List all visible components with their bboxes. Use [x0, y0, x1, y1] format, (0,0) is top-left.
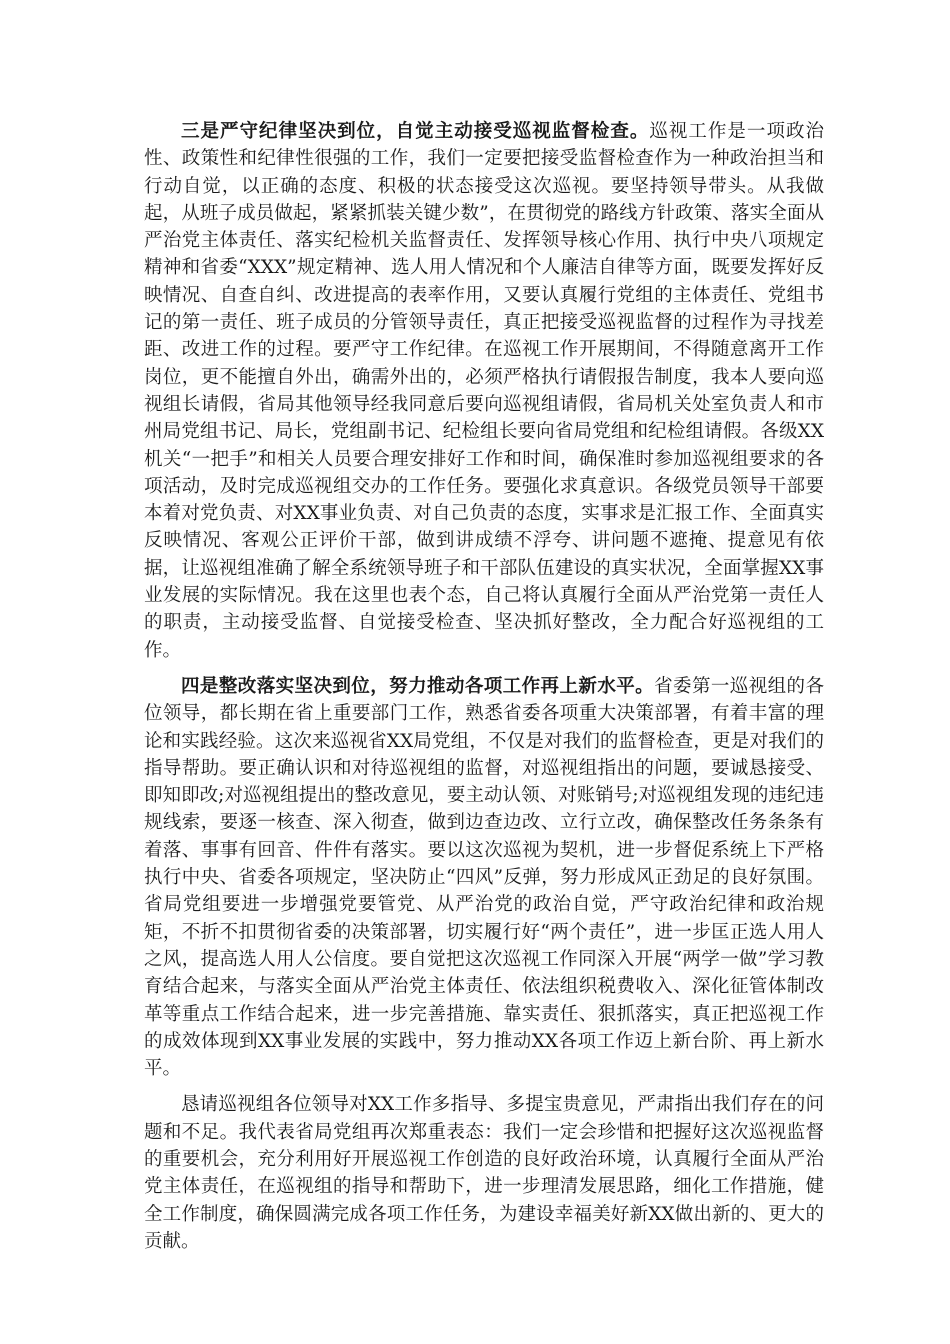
document-page [144, 118, 824, 1255]
paragraph-heading-discipline: 三是严守纪律坚决到位，自觉主动接受巡视监督检查。 [181, 121, 650, 142]
paragraph-text-discipline: 巡视工作是一项政治性、政策性和纪律性很强的工作，我们一定要把接受监督检查作为一种政治担当和行动自觉，以正确的态度、积极的状态接受这次巡视。要坚持领导带头。从我做起，从班子成员做起，紧紧抓装关键少数”，在贯彻党的路线方针政策、落实全面从严治党主体责任、落实纪检机关监督责任、发挥领导核心作用、执行中央八项规定精神和省委“XXX”规定精神、选人用人情况和个人廉洁自律等方面，既要发挥好反映情况、自查自纠、改进提高的表率作用，又要认真履行党组的主体责任、党组书记的第一责任、班子成员的分管领导责任，真正把接受巡视监督的过程作为寻找差距、改进工作的过程。要严守工作纪律。在巡视工作开展期间，不得随意离开工作岗位，更不能擅自外出，确需外出的，必须严格执行请假报告制度，我本人要向巡视组长请假，省局其他领导经我同意后要向巡视组请假，省局机关处室负责人和市州局党组书记、局长，党组副书记、纪检组长要向省局党组和纪检组请假。各级XX机关“一把手”和相关人员要合理安排好工作和时间，确保准时参加巡视组要求的各项活动，及时完成巡视组交办的工作任务。要强化求真意识。各级党员领导干部要本着对党负责、对XX事业负责、对自己负责的态度，实事求是汇报工作、全面真实反映情况、客观公正评价干部，做到讲成绩不浮夸、讲问题不遮掩、提意见有依据，让巡视组准确了解全系统领导班子和干部队伍建设的真实状况，全面掌握XX事业发展的实际情况。我在这里也表个态，自己将认真履行全面从严治党第一责任人的职责，主动接受监督、自觉接受检查、坚决抓好整改，全力配合好巡视组的工作。 [144, 121, 824, 661]
paragraph-rectification [144, 673, 824, 1082]
paragraph-closing [144, 1091, 824, 1255]
paragraph-discipline [144, 118, 824, 664]
paragraph-text-rectification: 省委第一巡视组的各位领导，都长期在省上重要部门工作，熟悉省委各项重大决策部署，有着丰富的理论和实践经验。这次来巡视省XX局党组，不仅是对我们的监督检查，更是对我们的指导帮助。要正确认识和对待巡视组的监督，对巡视组指出的问题，要诚恳接受、即知即改;对巡视组提出的整改意见，要主动认领、对账销号;对巡视组发现的违纪违规线索，要逐一核查、深入彻查，做到边查边改、立行立改，确保整改任务条条有着落、事事有回音、件件有落实。要以这次巡视为契机，进一步督促系统上下严格执行中央、省委各项规定，坚决防止“四风”反弹，努力形成风正劲足的良好氛围。省局党组要进一步增强党要管党、从严治党的政治自觉，严守政治纪律和政治规矩，不折不扣贯彻省委的决策部署，切实履行好“两个责任”，进一步匡正选人用人之风，提高选人用人公信度。要自觉把这次巡视工作同深入开展“两学一做”学习教育结合起来，与落实全面从严治党主体责任、依法组织税费收入、深化征管体制改革等重点工作结合起来，进一步完善措施、靠实责任、狠抓落实，真正把巡视工作的成效体现到XX事业发展的实践中，努力推动XX各项工作迈上新台阶、再上新水平。 [144, 675, 824, 1080]
paragraph-text-closing: 恳请巡视组各位领导对XX工作多指导、多提宝贵意见，严肃指出我们存在的问题和不足。我代表省局党组再次郑重表态：我们一定会珍惜和把握好这次巡视监督的重要机会，充分利用好开展巡视工作创造的良好政治环境，认真履行全面从严治党主体责任，在巡视组的指导和帮助下，进一步理清发展思路，细化工作措施，健全工作制度，确保圆满完成各项工作任务，为建设幸福美好新XX做出新的、更大的贡献。 [144, 1094, 824, 1252]
paragraph-heading-rectification: 四是整改落实坚决到位，努力推动各项工作再上新水平。 [181, 675, 655, 697]
